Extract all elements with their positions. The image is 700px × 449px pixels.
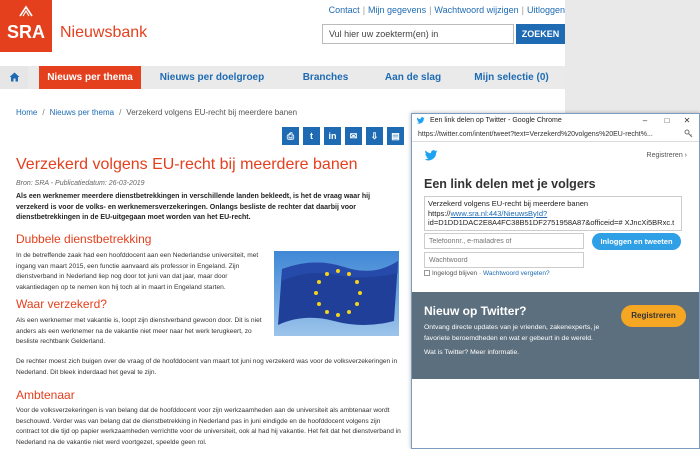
new-heading: Nieuw op Twitter? bbox=[424, 304, 527, 318]
nav-aan-de-slag[interactable]: Aan de slag bbox=[384, 72, 442, 83]
tweet-url: www.sra.nl:443/NieuwsById? bbox=[450, 208, 548, 218]
heading-waar-verzekerd: Waar verzekerd? bbox=[16, 297, 107, 311]
register-button[interactable]: Registreren bbox=[621, 305, 686, 327]
tweet-line-2 bbox=[428, 209, 678, 219]
contact-link[interactable]: Contact bbox=[328, 5, 360, 15]
remember-label: Ingelogd blijven bbox=[432, 270, 478, 277]
popup-heading: Een link delen met je volgers bbox=[424, 177, 596, 191]
window-title: Een link delen op Twitter - Google Chrome bbox=[430, 117, 562, 124]
remember-row bbox=[424, 270, 550, 277]
heading-dubbele-dienstbetrekking: Dubbele dienstbetrekking bbox=[16, 232, 152, 246]
breadcrumb-current: Verzekerd volgens EU-recht bij meerdere banen bbox=[126, 108, 298, 117]
wachtwoord-wijzigen-link[interactable]: Wachtwoord wijzigen bbox=[434, 5, 519, 15]
article-meta: Bron: SRA - Publicatiedatum: 26-03-2019 bbox=[16, 180, 145, 187]
nav-branches[interactable]: Branches bbox=[302, 72, 349, 83]
breadcrumb-nieuws-per-thema[interactable]: Nieuws per thema bbox=[49, 108, 115, 117]
logo-text: SRA bbox=[6, 22, 45, 42]
close-button[interactable]: ✕ bbox=[683, 116, 691, 125]
remember-checkbox[interactable] bbox=[424, 270, 430, 276]
tweet-line-1: Verzekerd volgens EU-recht bij meerdere banen bbox=[428, 199, 589, 208]
header bbox=[0, 0, 565, 66]
tweet-line-3: id=D1DD1DAC2E8A4FC38B51DF2751958A87&officeid=# XJncXi5BRxc.t bbox=[428, 218, 675, 227]
top-links: Contact | Mijn gegevens | Wachtwoord wijzigen | Uitloggen bbox=[328, 5, 565, 15]
breadcrumb: Home / Nieuws per thema / Verzekerd volgens EU-recht bij meerdere banen bbox=[16, 108, 298, 117]
breadcrumb-home[interactable]: Home bbox=[16, 108, 38, 117]
paragraph-dubbele: In de betreffende zaak had een hoofddocent aan een Nederlandse universiteit, met ingang van maart 2015, een functie aanvaard als professor in Engeland. Zijn dienstverband in Nederland liep nog door tot juni van dat jaar, maar door vakantiedagen op te nemen kon hij toch al in maart in Engeland starten. bbox=[16, 252, 259, 291]
article-lead: Als een werknemer meerdere dienstbetrekkingen in verschillende landen bekleedt, is het de vraag waar hij verzekerd is voor de volks- en werknemersverzekeringen. Onlangs besliste de rechter dat daarbij voor dienstbetrekkingen in de EU-uitgegaan moet worden van het EU-recht. bbox=[16, 193, 371, 221]
tweet-url-prefix: https:// bbox=[428, 208, 451, 218]
eu-flag-photo bbox=[274, 251, 399, 336]
download-icon[interactable]: ⇩ bbox=[366, 127, 383, 145]
paragraph-waar-2: De rechter moest zich buigen over de vraag of de hoofddocent van maart tot juni nog verzekerd was voor de volksverzekeringen in Nederland. Dit bleek inderdaad het geval te zijn. bbox=[16, 358, 398, 376]
print-icon[interactable]: ⎙ bbox=[282, 127, 299, 145]
linkedin-icon[interactable]: in bbox=[324, 127, 341, 145]
new-to-twitter-box bbox=[412, 292, 699, 379]
logo-mark-icon bbox=[18, 5, 34, 17]
heading-ambtenaar: Ambtenaar bbox=[16, 388, 75, 402]
paragraph-ambtenaar: Voor de volksverzekeringen is van belang dat de hoofddocent voor zijn werkzaamheden aan de universiteit als ambtenaar wordt beschouwd. Verder was van belang dat de dienstbetrekking in Nederland pas in juni eindigde en de hoofddocent volgens zijn contract tot die tijd op papier werkzaamheden verrichtte voor de universiteit, ook al had hij vakantie. Het feit dat het dienstverband in Nederland na de vakantie niet werd voortgezet, speelde geen rol. bbox=[16, 407, 401, 446]
brand-name: Nieuwsbank bbox=[60, 24, 148, 41]
nav-nieuws-per-thema[interactable]: Nieuws per thema bbox=[39, 66, 141, 89]
tweet-textarea[interactable] bbox=[424, 196, 682, 231]
new-text: Ontvang directe updates van je vrienden, zakenexperts, je favoriete beroemdheden en wat er gebeurt in de wereld. bbox=[424, 324, 600, 342]
article-title: Verzekerd volgens EU-recht bij meerdere banen bbox=[16, 156, 358, 173]
password-input[interactable] bbox=[424, 252, 584, 268]
address-url: https://twitter.com/intent/tweet?text=Verzekerd%20volgens%20EU-recht%... bbox=[418, 131, 653, 138]
nav-mijn-selectie[interactable]: Mijn selectie (0) bbox=[474, 72, 549, 83]
key-icon bbox=[684, 129, 693, 138]
window-titlebar[interactable] bbox=[412, 114, 699, 127]
main-nav bbox=[0, 66, 565, 89]
what-is-twitter-link[interactable]: Wat is Twitter? Meer informatie. bbox=[424, 349, 520, 356]
search-input[interactable] bbox=[322, 24, 514, 44]
print-alt-icon[interactable]: ▤ bbox=[387, 127, 404, 145]
twitter-favicon-icon bbox=[416, 116, 425, 125]
twitter-icon[interactable]: t bbox=[303, 127, 320, 145]
username-input[interactable] bbox=[424, 233, 584, 249]
separator-dot: · bbox=[479, 270, 482, 277]
uitloggen-link[interactable]: Uitloggen bbox=[526, 5, 565, 15]
twitter-share-window bbox=[411, 113, 700, 449]
search-button[interactable]: ZOEKEN bbox=[516, 24, 565, 44]
paragraph-waar-1: Als een werknemer met vakantie is, loopt zijn dienstverband gewoon door. Dit is niet anders als een werknemer na de vakantie niet meer naar het werk terugkeert, zo besliste rechtbank Gelderland. bbox=[16, 317, 262, 345]
nav-home[interactable] bbox=[0, 66, 28, 89]
minimize-button[interactable]: – bbox=[642, 116, 648, 125]
forgot-password-link[interactable]: Wachtwoord vergeten? bbox=[482, 270, 550, 277]
twitter-bird-icon[interactable] bbox=[424, 150, 438, 161]
maximize-button[interactable]: □ bbox=[664, 116, 670, 125]
mijn-gegevens-link[interactable]: Mijn gegevens bbox=[368, 5, 427, 15]
login-tweet-button[interactable]: Inloggen en tweeten bbox=[592, 233, 681, 250]
nav-nieuws-per-doelgroep[interactable]: Nieuws per doelgroep bbox=[159, 72, 265, 83]
address-bar[interactable] bbox=[412, 127, 699, 142]
register-link[interactable]: Registreren › bbox=[646, 152, 687, 159]
email-icon[interactable]: ✉ bbox=[345, 127, 362, 145]
sra-logo[interactable] bbox=[0, 0, 52, 52]
home-icon bbox=[9, 72, 20, 82]
